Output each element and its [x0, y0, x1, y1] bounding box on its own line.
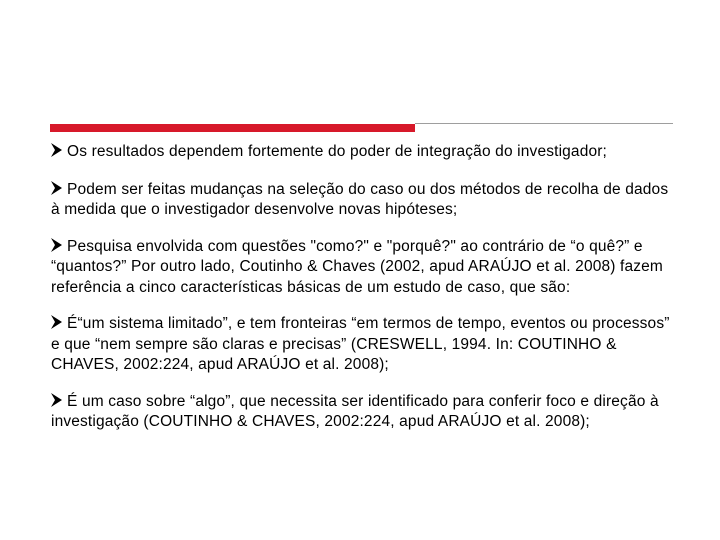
- bullet-item: [51, 392, 673, 433]
- bullet-text: É um caso sobre “algo”, que necessita ser identificado para conferir foco e direção à investigação (COUTINHO & CHAVES, 2002:224, apud ARAÚJO et al. 2008);: [51, 392, 659, 430]
- bullet-text: Podem ser feitas mudanças na seleção do caso ou dos métodos de recolha de dados à medida que o investigador desenvolve novas hipóteses;: [51, 180, 669, 218]
- right-chevron-arrow-icon: [51, 315, 62, 329]
- bullet-item: [51, 314, 673, 376]
- right-chevron-arrow-icon: [51, 238, 62, 252]
- title-accent-bar: [50, 124, 415, 132]
- title-divider-line: [415, 123, 673, 124]
- slide-body: [51, 142, 673, 433]
- bullet-item: [51, 142, 673, 163]
- bullet-text: É“um sistema limitado”, e tem fronteiras “em termos de tempo, eventos ou processos” e que “nem sempre são claras e precisas” (CRESWELL, 1994. In: COUTINHO & CHAVES, 2002:224, apud ARAÚJO et al. 2008);: [51, 315, 670, 373]
- bullet-text: Os resultados dependem fortemente do poder de integração do investigador;: [67, 143, 608, 160]
- right-chevron-arrow-icon: [51, 393, 62, 407]
- bullet-item: [51, 180, 673, 221]
- right-chevron-arrow-icon: [51, 143, 62, 157]
- bullet-item: [51, 237, 673, 299]
- bullet-text: Pesquisa envolvida com questões "como?" e "porquê?" ao contrário de “o quê?” e “quantos?” Por outro lado, Coutinho & Chaves (2002, apud ARAÚJO et al. 2008) fazem referência a cinco características básicas de um estudo de caso, que são:: [51, 237, 663, 296]
- right-chevron-arrow-icon: [51, 181, 62, 195]
